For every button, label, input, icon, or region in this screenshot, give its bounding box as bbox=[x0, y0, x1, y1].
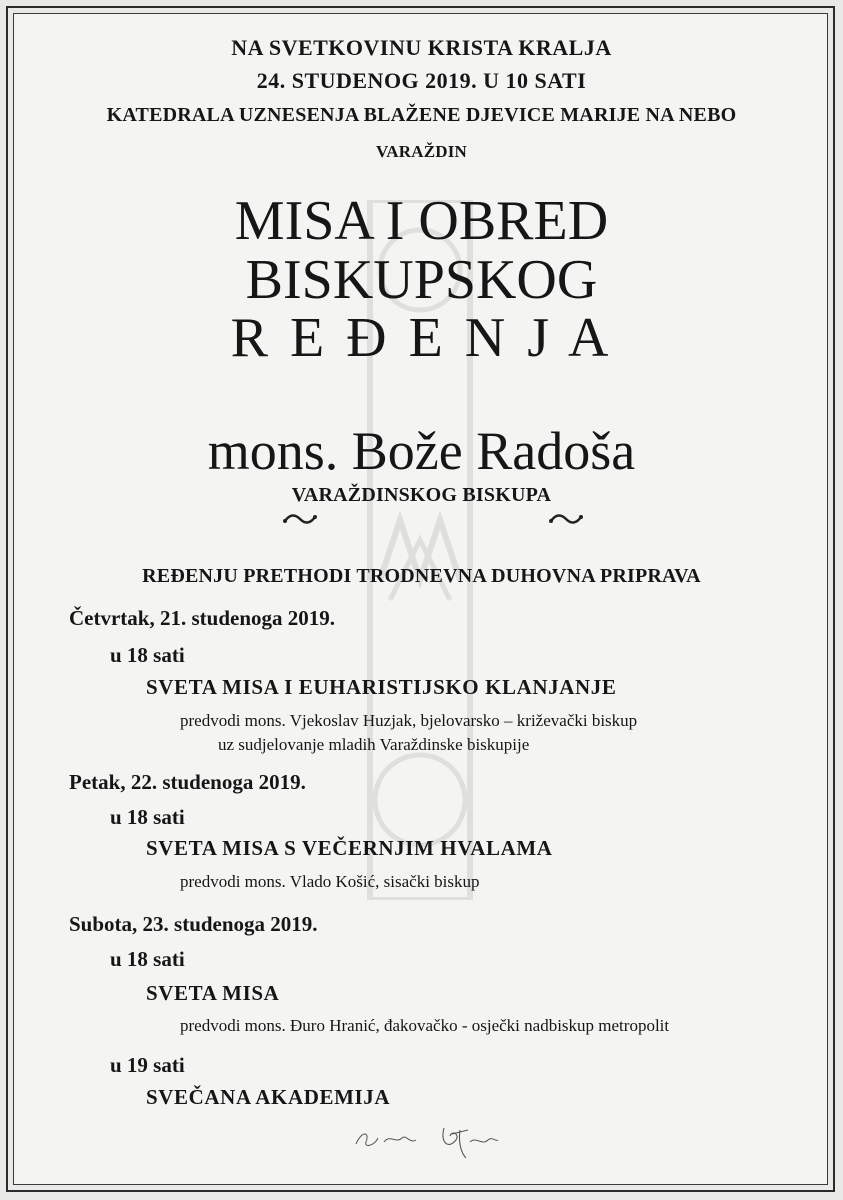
bishop-name: mons. Bože Radoša bbox=[207, 421, 636, 481]
event-note: predvodi mons. Đuro Hranić, đakovačko - osječki nadbiskup metropolit bbox=[180, 1016, 670, 1035]
tilde-flourish-icon bbox=[548, 512, 584, 526]
event-time: u 18 sati bbox=[110, 643, 185, 667]
title-line-1: MISA I OBRED bbox=[234, 190, 609, 252]
title-line-2: BISKUPSKOG bbox=[245, 249, 598, 311]
event-title: SVEČANA AKADEMIJA bbox=[146, 1085, 391, 1109]
event-note: predvodi mons. Vlado Košić, sisački biskup bbox=[180, 872, 480, 891]
event-time: u 19 sati bbox=[110, 1053, 185, 1077]
program-heading: REĐENJU PRETHODI TRODNEVNA DUHOVNA PRIPRAVA bbox=[142, 565, 701, 587]
day-date: Petak, 22. studenoga 2019. bbox=[69, 770, 306, 794]
event-time: u 18 sati bbox=[110, 947, 185, 971]
event-time: u 18 sati bbox=[110, 805, 185, 829]
header-city-line: VARAŽDIN bbox=[375, 142, 468, 161]
event-title: SVETA MISA S VEČERNJIM HVALAMA bbox=[146, 836, 553, 860]
bishop-title: VARAŽDINSKOG BISKUPA bbox=[291, 484, 552, 506]
day-date: Četvrtak, 21. studenoga 2019. bbox=[69, 606, 335, 630]
event-title: SVETA MISA I EUHARISTIJSKO KLANJANJE bbox=[146, 675, 617, 699]
title-line-3: R E Đ E N J A bbox=[230, 307, 613, 369]
event-note: uz sudjelovanje mladih Varaždinske biskupije bbox=[218, 735, 530, 754]
handwritten-signature-icon bbox=[352, 1120, 500, 1160]
event-note: predvodi mons. Vjekoslav Huzjak, bjelovarsko – križevački biskup bbox=[180, 711, 638, 730]
day-date: Subota, 23. studenoga 2019. bbox=[69, 912, 318, 936]
header-date-line: 24. STUDENOG 2019. U 10 SATI bbox=[256, 68, 587, 93]
tilde-flourish-icon bbox=[282, 512, 318, 526]
header-feast-line: NA SVETKOVINU KRISTA KRALJA bbox=[231, 35, 612, 60]
header-cathedral-line: KATEDRALA UZNESENJA BLAŽENE DJEVICE MARIJE NA NEBO bbox=[106, 104, 737, 126]
event-title: SVETA MISA bbox=[146, 981, 280, 1005]
